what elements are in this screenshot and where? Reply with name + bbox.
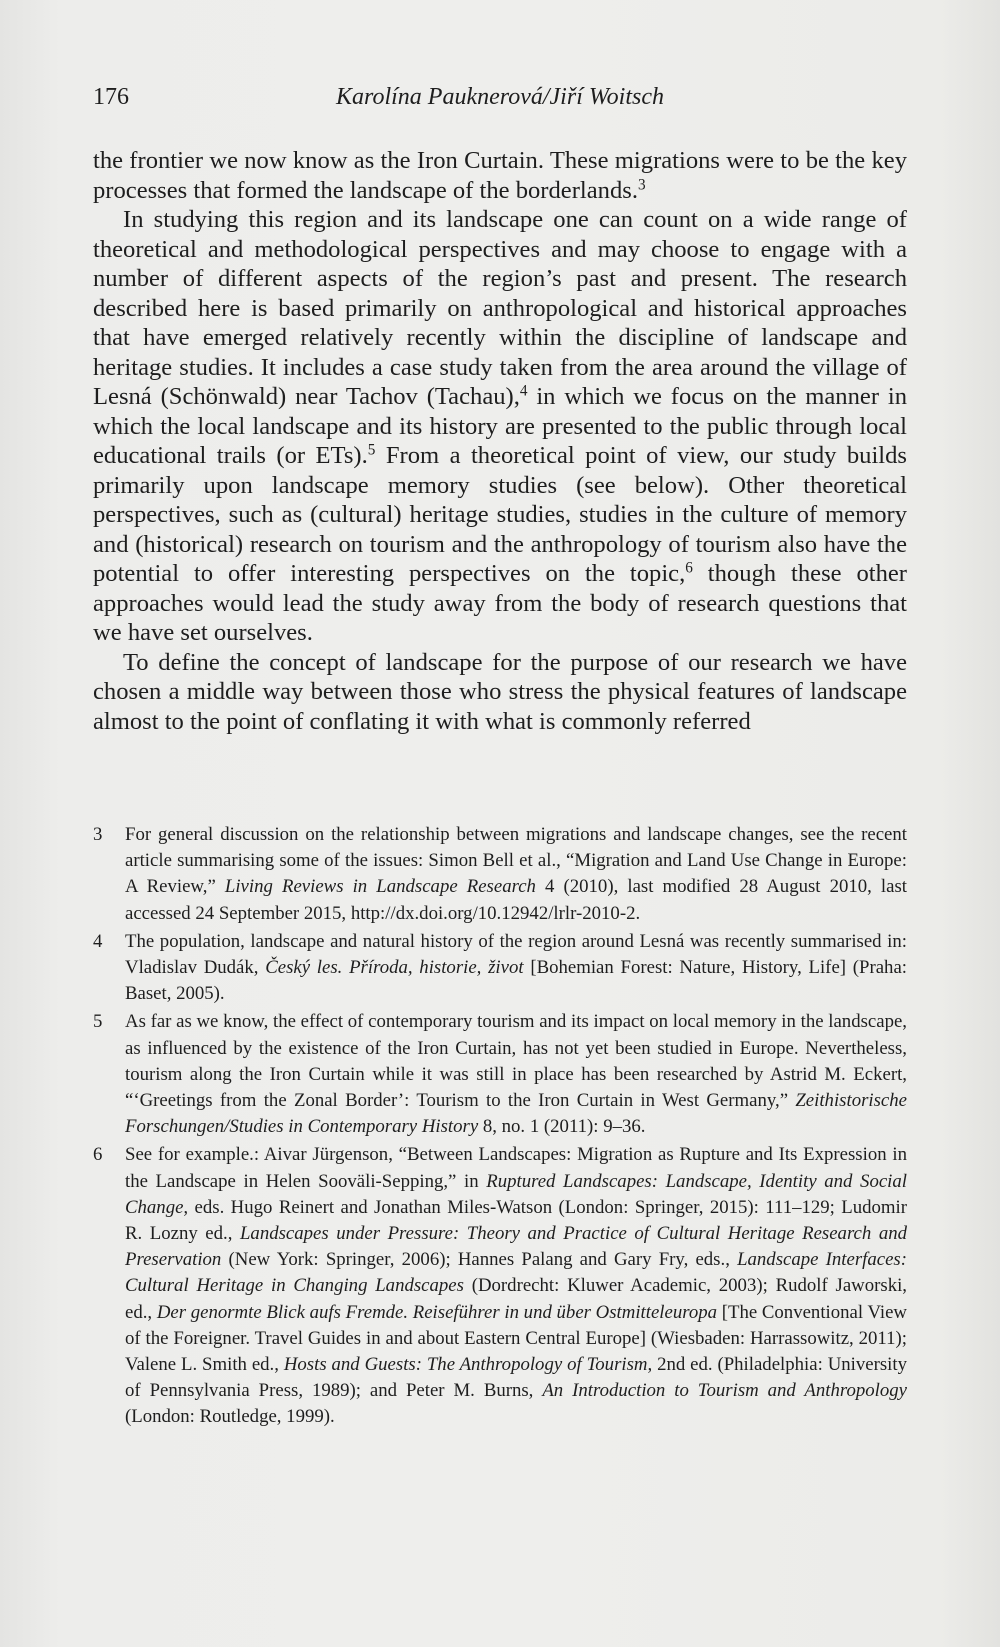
footnote-number: 3 [93,824,103,845]
footnote-title: Landscapes under Pressure: Theory and Practice of Cultural Heritage Research and Preservation [125,1223,907,1271]
footnote-ref-6[interactable]: 6 [685,559,693,577]
paragraph-text: To define the concept of landscape for the purpose of our research we have chosen a middle way between those who stress the physical features of landscape almost to the point of conflating it with what is commonly referred [93,648,907,735]
footnote-number: 6 [93,1144,103,1166]
paragraph-3 [93,648,907,737]
page-number: 176 [93,84,129,110]
footnote-text: [Bohemian Forest: Nature, History, Life] (Praha: Baset, 2005). [125,957,907,1005]
footnote-5 [93,1009,907,1140]
footnote-text: 4 (2010), last modified 28 August 2010, last accessed 24 September 2015, http://dx.doi.org/10.12942/lrlr-2010-2. [125,876,908,924]
footnote-text: (Dordrecht: Kluwer Academic, 2003); Rudolf Jaworski, ed., [125,1275,908,1323]
footnote-4 [93,929,907,1008]
paragraph-2 [93,205,907,648]
footnote-ref-5[interactable]: 5 [367,441,376,459]
paragraph-text: the frontier we now know as the Iron Curtain. These migrations were to be the key processes that formed the landscape of the borderlands. [93,147,907,204]
footnote-text: As far as we know, the effect of contemporary tourism and its impact on local memory in the landscape, as influenced by the existence of the Iron Curtain, has not yet been studied in Europe. Nevertheless, tourism along the Iron Curtain while it was still in place has been researched by Astrid M. Eckert, “‘Greetings from the Zonal Border’: Tourism to the Iron Curtain in West Germany,” [125,1011,907,1112]
paragraph-text: though these other approaches would lead the study away from the body of research questions that we have set ourselves. [93,560,907,646]
footnote-title: Landscape Interfaces: Cultural Heritage in Changing Landscapes [125,1249,907,1297]
footnote-ref-3[interactable]: 3 [637,176,646,194]
footnote-number: 5 [93,1011,103,1033]
paragraph-1 [93,146,907,205]
footnote-text: The population, landscape and natural history of the region around Lesná was recently summarised in: Vladislav Dudák, [125,930,907,979]
footnote-title: An Introduction to Tourism and Anthropology [542,1380,907,1402]
footnote-title: Český les. Příroda, historie, život [265,957,524,979]
footnote-title: Der genormte Blick aufs Fremde. Reiseführer in und über Ostmitteleuropa [156,1301,718,1323]
footnote-text: See for example.: Aivar Jürgenson, “Between Landscapes: Migration as Rupture and Its Expression in the Landscape in Helen Sooväli-Sepping,” in [125,1144,907,1192]
paragraph-text: From a theoretical point of view, our study builds primarily upon landscape memory studies (see below). Other theoretical perspectives, such as (cultural) heritage studies, studies in the culture of memory and (historical) research on tourism and the anthropology of tourism also have the potential to offer interesting perspectives on the topic, [93,442,907,587]
footnote-text: (London: Routledge, 1999). [125,1406,335,1428]
footnote-ref-4[interactable]: 4 [519,382,528,400]
footnote-3 [93,822,907,927]
footnote-title: Hosts and Guests: The Anthropology of Tourism, [283,1354,653,1376]
footnote-text: 8, no. 1 (2011): 9–36. [478,1116,646,1138]
footnote-title: Living Reviews in Landscape Research [224,876,536,898]
footnote-title: Zeithistorische Forschungen/Studies in Contemporary History [125,1090,907,1138]
running-title: Karolína Pauknerová/Jiří Woitsch [336,84,664,110]
footnote-6 [93,1142,907,1430]
paragraph-text: in which we focus on the manner in which the local landscape and its history are presented to the public through local educational trails (or ETs). [93,383,907,469]
page-header [93,84,907,116]
footnotes [93,822,907,1433]
footnote-text: eds. Hugo Reinert and Jonathan Miles-Watson (London: Springer, 2015): 111–129; Ludomir R. Lozny ed., [125,1196,907,1245]
paragraph-text: In studying this region and its landscape one can count on a wide range of theoretical and methodological perspectives and may choose to engage with a number of different aspects of the region’s past and present. The research described here is based primarily on anthropological and historical approaches that have emerged relatively recently within the discipline of landscape and heritage studies. It includes a case study taken from the area around the village of Lesná (Schönwald) near Tachov (Tachau), [93,206,907,410]
main-text [93,146,907,736]
footnote-text: [The Conventional View of the Foreigner. Travel Guides in and about Eastern Central Europe] (Wiesbaden: Harrassowitz, 2011); Valene L. Smith ed., [125,1301,907,1376]
footnote-text: 2nd ed. (Philadelphia: University of Pennsylvania Press, 1989); and Peter M. Burns, [125,1354,907,1402]
footnote-title: Ruptured Landscapes: Landscape, Identity and Social Change, [125,1170,908,1218]
footnote-text: For general discussion on the relationship between migrations and landscape changes, see the recent article summarising some of the issues: Simon Bell et al., “Migration and Land Use Change in Europe: A Review,” [125,824,907,898]
footnote-text: (New York: Springer, 2006); Hannes Palang and Gary Fry, eds., [221,1249,738,1271]
footnote-number: 4 [93,930,103,952]
